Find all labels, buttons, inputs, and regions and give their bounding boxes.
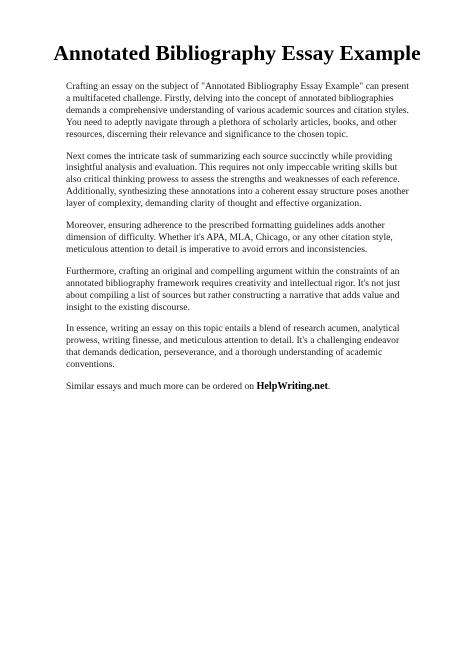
paragraph-5: In essence, writing an essay on this topic entails a blend of research acumen, analytical prowess, writing finesse, and meticulous attention to detail. It's a challenging endeavor that demands dedication, perseverance, and a thorough understanding of academic conventions. [66,323,400,371]
paragraph-3: Moreover, ensuring adherence to the prescribed formatting guidelines adds another dimension of difficulty. Whether it's APA, MLA, Chicago, or any other citation style, meticulous attention to detail is imperative to avoid errors and inconsistencies. [66,220,393,255]
paragraph-1: Crafting an essay on the subject of "Annotated Bibliography Essay Example" can present a multifaceted challenge. Firstly, delving into the concept of annotated bibliographies demands a comprehensive understanding of various academic sources and citation styles. You need to adeptly navigate through a plethora of scholarly articles, books, and other resources, discerning their relevance and significance to the chosen topic. [66,81,409,140]
closing-suffix: . [327,381,331,393]
paragraph-4: Furthermore, crafting an original and compelling argument within the constraints of an annotated bibliography framework requires creativity and intellectual rigor. It's not just about compiling a list of sources but rather constructing a narrative that adds value and insight to the existing discourse. [66,265,400,313]
document-body [66,81,412,393]
closing-prefix: Similar essays and much more can be ordered on [66,381,257,393]
brand-name: HelpWriting.net [256,381,328,393]
closing-line [66,381,412,393]
document-title: Annotated Bibliography Essay Example [53,41,421,65]
paragraph-2: Next comes the intricate task of summarizing each source succinctly while providing insightful analysis and evaluation. This requires not only impeccable writing skills but also critical thinking prowess to assess the strengths and weaknesses of each reference. Additionally, synthesizing these annotations into a coherent essay structure poses another layer of complexity, demanding clarity of thought and effective organization. [66,150,409,210]
